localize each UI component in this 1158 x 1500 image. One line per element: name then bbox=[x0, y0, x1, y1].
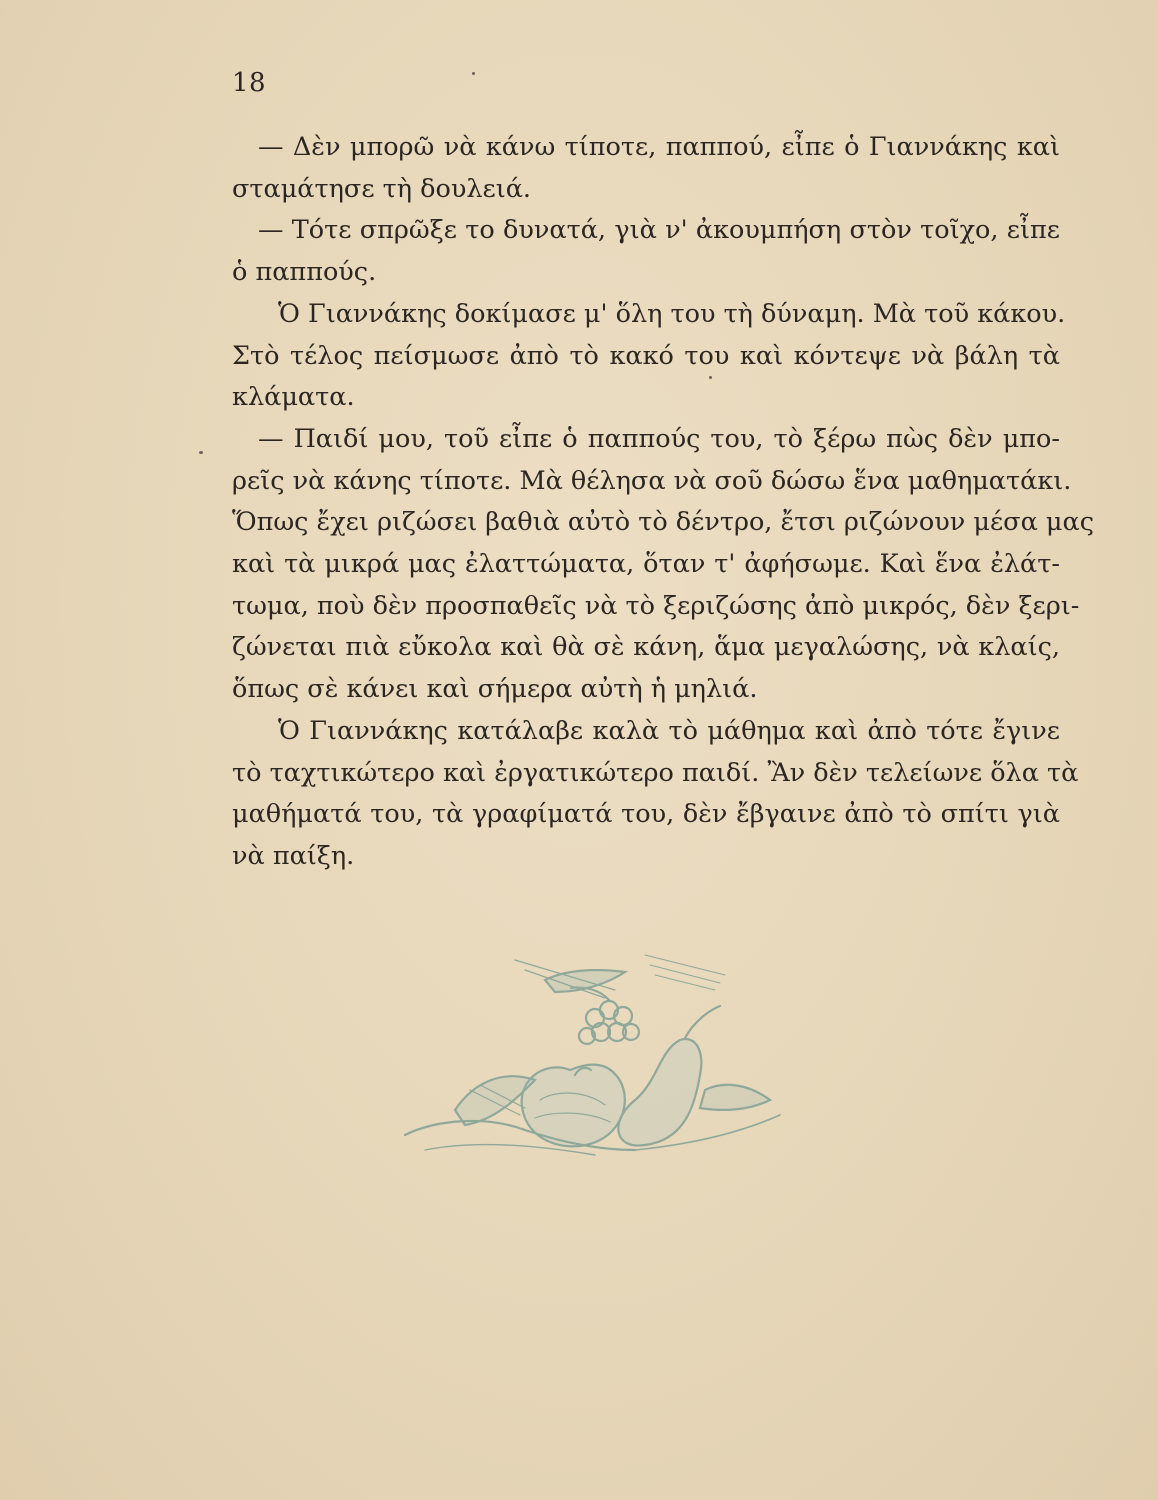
text-line: μαθήματά του, τὰ γραφίματά του, δὲν ἔβγαινε ἀπὸ τὸ σπίτι γιὰ bbox=[232, 799, 1060, 830]
text-line: τὸ ταχτικώτερο καὶ ἐργατικώτερο παιδί. Ἂν δὲν τελείωνε ὅλα τὰ bbox=[232, 757, 1079, 788]
text-line: ὅπως σὲ κάνει καὶ σήμερα αὐτὴ ἡ μηλιά. bbox=[232, 674, 758, 705]
text-line: τωμα, ποὺ δὲν προσπαθεῖς νὰ τὸ ξεριζώσης ἀπὸ μικρός, δὲν ξερι- bbox=[232, 590, 1080, 621]
body-text bbox=[232, 127, 1094, 878]
text-line: — Παιδί μου, τοῦ εἶπε ὁ παππούς του, τὸ ξέρω πὼς δὲν μπο- bbox=[258, 423, 1060, 454]
paper-speck bbox=[199, 451, 203, 454]
text-line: σταμάτησε τὴ δουλειά. bbox=[232, 173, 532, 204]
text-line: ζώνεται πιὰ εὔκολα καὶ θὰ σὲ κάνη, ἅμα μεγαλώσης, νὰ κλαίς, bbox=[232, 632, 1060, 663]
text-line: ὁ παππούς. bbox=[232, 257, 377, 288]
text-line: νὰ παίξη. bbox=[232, 840, 355, 871]
fruit-still-life-icon bbox=[395, 940, 785, 1180]
text-line: — Δὲν μπορῶ νὰ κάνω τίποτε, παππού, εἶπε ὁ Γιαννάκης καὶ bbox=[258, 132, 1060, 162]
page-number: 18 bbox=[232, 68, 267, 98]
text-line: — Τότε σπρῶξε το δυνατά, γιὰ ν' ἀκουμπήση στὸν τοῖχο, εἶπε bbox=[258, 215, 1060, 246]
text-line: Ὁ Γιαννάκης δοκίμασε μ' ὅλη του τὴ δύναμη. Μὰ τοῦ κάκου. bbox=[278, 298, 1066, 329]
text-line: ρεῖς νὰ κάνης τίποτε. Μὰ θέλησα νὰ σοῦ δώσω ἕνα μαθηματάκι. bbox=[232, 465, 1072, 496]
text-line: Στὸ τέλος πείσμωσε ἀπὸ τὸ κακό του καὶ κόντεψε νὰ βάλη τὰ bbox=[232, 340, 1060, 371]
text-line: καὶ τὰ μικρά μας ἐλαττώματα, ὅταν τ' ἀφήσωμε. Καὶ ἕνα ἐλάτ- bbox=[232, 549, 1060, 580]
text-line: Ὅπως ἔχει ριζώσει βαθιὰ αὐτὸ τὸ δέντρο, ἔτσι ριζώνουν μέσα μας bbox=[232, 507, 1094, 538]
text-line: κλάματα. bbox=[232, 382, 355, 413]
paper-speck bbox=[709, 376, 712, 379]
paper-speck bbox=[472, 72, 475, 75]
text-line: Ὁ Γιαννάκης κατάλαβε καλὰ τὸ μάθημα καὶ ἀπὸ τότε ἔγινε bbox=[278, 715, 1060, 746]
